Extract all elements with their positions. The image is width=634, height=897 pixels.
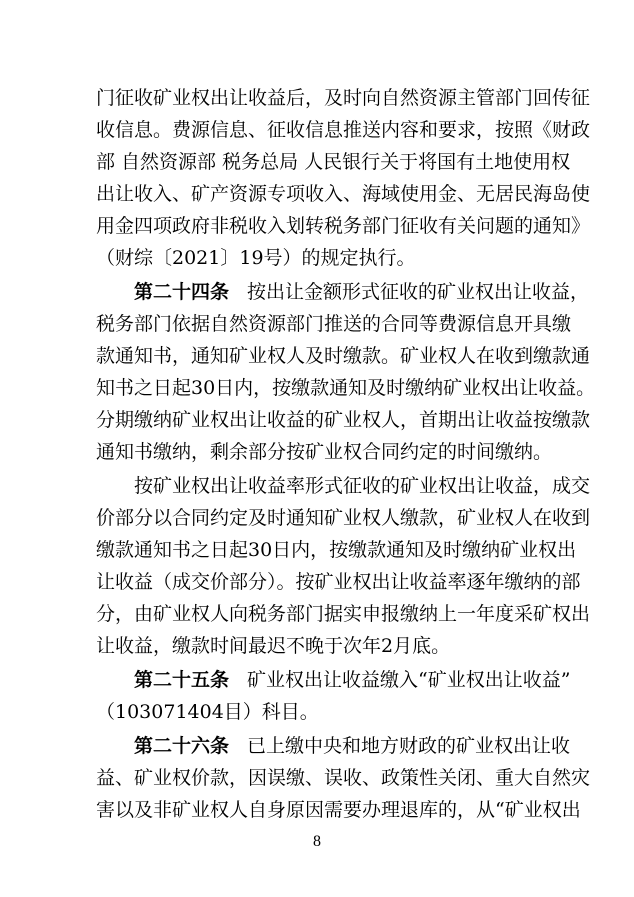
- text-line: 让收益（成交价部分）。按矿业权出让收益率逐年缴纳的部: [96, 571, 581, 593]
- article-24-title: 第二十四条: [134, 281, 230, 303]
- text-line: 门征收矿业权出让收益后，及时向自然资源主管部门回传征: [96, 87, 591, 109]
- text-line: 分期缴纳矿业权出让收益的矿业权人，首期出让收益按缴款: [96, 409, 591, 431]
- article-25-first-line: [96, 667, 571, 693]
- article-24-first-line: [96, 279, 590, 305]
- text-line: （103071404目）科目。: [96, 701, 319, 723]
- text-line: 用金四项政府非税收入划转税务部门征收有关问题的通知》: [96, 215, 591, 237]
- text-line: 害以及非矿业权人自身原因需要办理退库的，从“矿业权出: [96, 799, 581, 821]
- text-line: 款通知书，通知矿业权人及时缴款。矿业权人在收到缴款通: [96, 345, 591, 367]
- article-26-title: 第二十六条: [134, 735, 230, 757]
- text-line: 缴款通知书之日起30日内，按缴款通知及时缴纳矿业权出: [96, 539, 577, 561]
- text-line: 收信息。费源信息、征收信息推送内容和要求，按照《财政: [96, 119, 591, 141]
- article-25-text: 矿业权出让收益缴入“矿业权出让收益”: [247, 669, 571, 691]
- article-25-title: 第二十五条: [134, 669, 230, 691]
- text-line: 税务部门依据自然资源部门推送的合同等费源信息开具缴: [96, 313, 572, 335]
- article-26-text: 已上缴中央和地方财政的矿业权出让收: [247, 735, 571, 757]
- text-line: （财综〔2021〕19号）的规定执行。: [96, 247, 416, 269]
- text-line: 价部分以合同约定及时通知矿业权人缴款，矿业权人在收到: [96, 507, 591, 529]
- text-line: 分，由矿业权人向税务部门据实申报缴纳上一年度采矿权出: [96, 603, 591, 625]
- text-line: 让收益，缴款时间最迟不晚于次年2月底。: [96, 635, 451, 657]
- text-line: 知书之日起30日内，按缴款通知及时缴纳矿业权出让收益。: [96, 377, 596, 399]
- text-line: 出让收入、矿产资源专项收入、海域使用金、无居民海岛使: [96, 183, 591, 205]
- paragraph-first-line: 按矿业权出让收益率形式征收的矿业权出让收益，成交: [134, 475, 591, 497]
- page-number: 8: [313, 833, 321, 850]
- text-line: 益、矿业权价款，因误缴、误收、政策性关闭、重大自然灾: [96, 767, 591, 789]
- article-26-first-line: [96, 733, 571, 759]
- article-24-text: 按出让金额形式征收的矿业权出让收益，: [247, 281, 590, 303]
- text-line: 通知书缴纳，剩余部分按矿业权合同约定的时间缴纳。: [96, 441, 553, 463]
- text-line: 部 自然资源部 税务总局 人民银行关于将国有土地使用权: [96, 151, 571, 173]
